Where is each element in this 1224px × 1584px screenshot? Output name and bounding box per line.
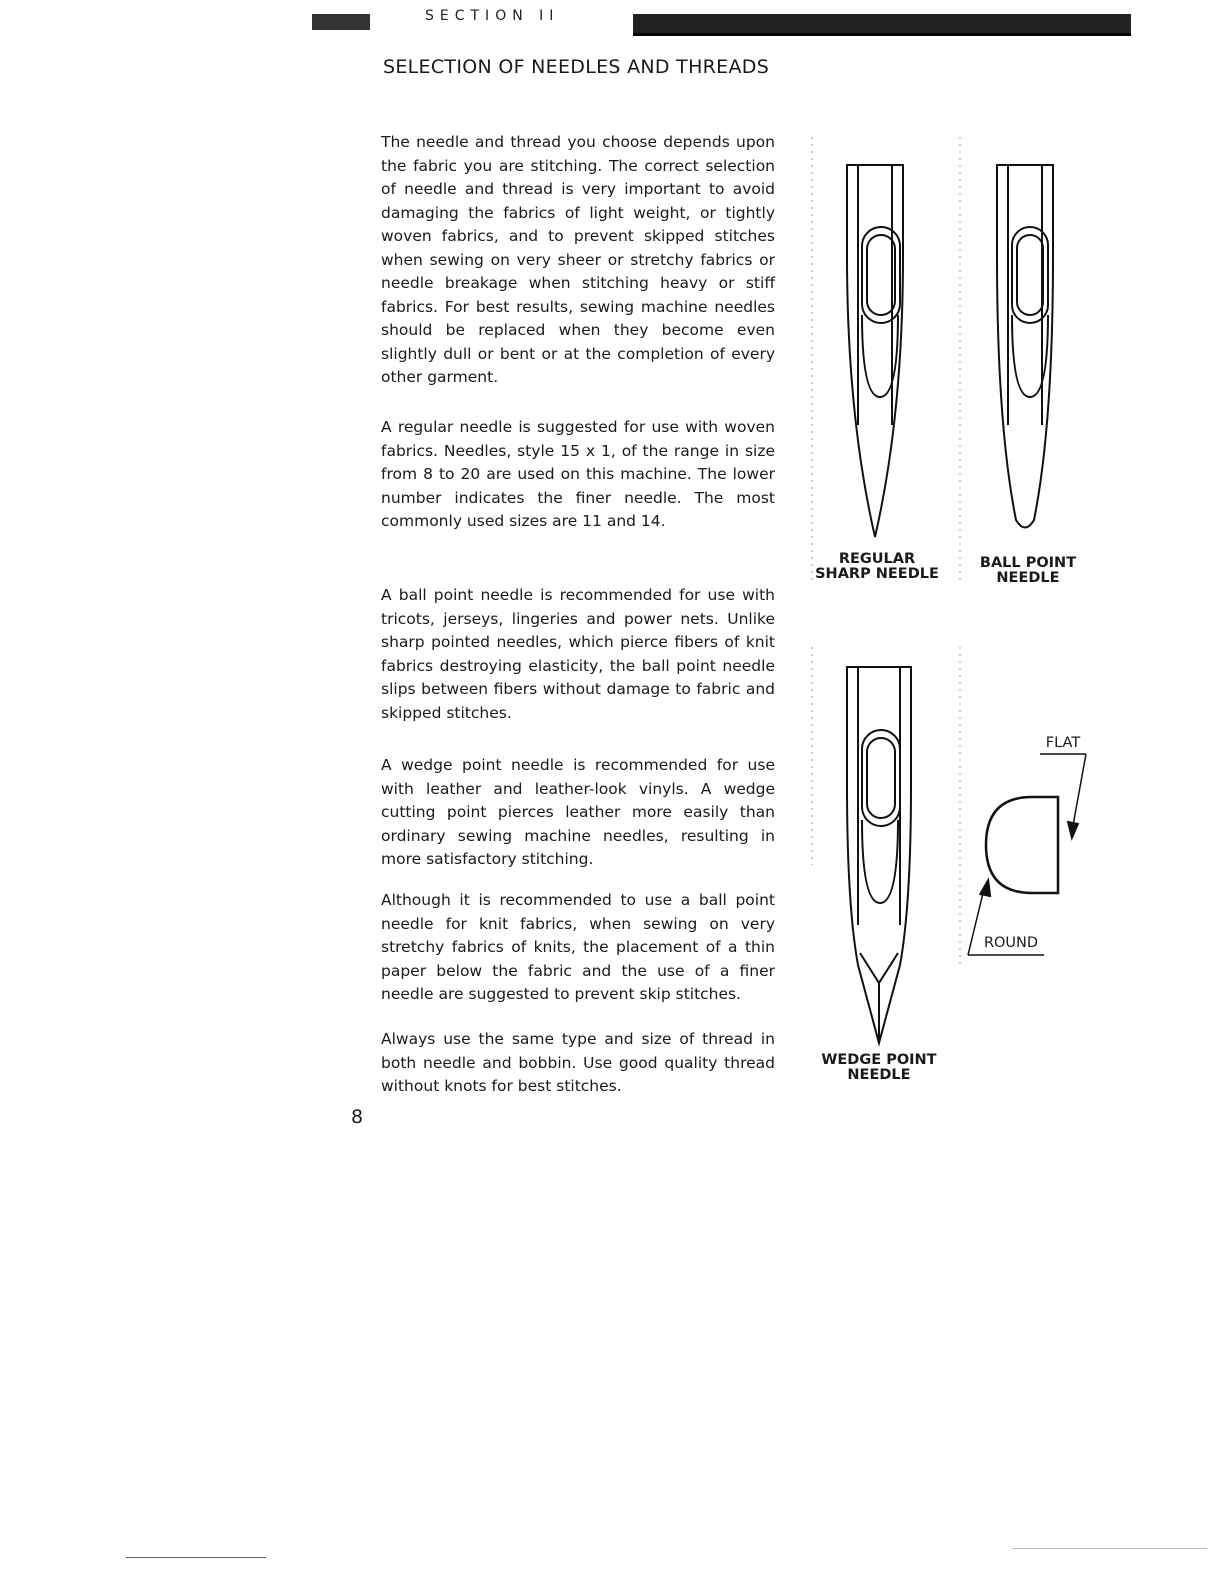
wedge-needle-label-line2: NEEDLE: [847, 1067, 911, 1083]
paragraph-needle-thread-choice: The needle and thread you choose depends upon the fabric you are stitching. The correct selection of needle and thread is very important to avoid damaging the fabrics of light weight, or tightly woven fabrics, and to prevent skipped stitches when sewing on very sheer or stretchy fabrics or needle breakage when stitching heavy or stiff fabrics. For best results, sewing machine needles should be replaced when they become even slightly dull or bent or at the completion of every other garment.: [381, 133, 775, 386]
needle-figures: [800, 125, 1100, 1105]
ball-point-needle-icon: [997, 165, 1053, 528]
regular-needle-label-line1: REGULAR: [838, 551, 916, 567]
bottom-rule-left: [126, 1557, 266, 1558]
paragraph-ball-point-needle: A ball point needle is recommended for use with tricots, jerseys, lingeries and power nets. Unlike sharp pointed needles, which pierce fibers of knit fabrics destroying elasticity, the ball point needle slips between fibers without damage to fabric and skipped stitches.: [381, 586, 775, 722]
wedge-needle-label-line1: WEDGE POINT: [821, 1052, 937, 1068]
bottom-rule-right: [1012, 1548, 1207, 1549]
paragraph-wedge-point-needle: A wedge point needle is recommended for use with leather and leather-look vinyls. A wedge cutting point pierces leather more easily than ordinary sewing machine needles, resulting in more satisfactory stitching.: [381, 756, 775, 868]
page-number: 8: [351, 1106, 364, 1128]
round-label: ROUND: [983, 935, 1039, 951]
wedge-needle-label: [810, 1053, 948, 1083]
section-heading-stub: SECTION II: [425, 8, 560, 24]
ball-needle-label-line1: BALL POINT: [979, 555, 1077, 571]
paragraph-knit-fabrics: Although it is recommended to use a ball point needle for knit fabrics, when sewing on very stretchy fabrics of knits, the placement of a thin paper below the fabric and the use of a finer needle are suggested to prevent skip stitches.: [381, 891, 775, 1003]
regular-sharp-needle-icon: [847, 165, 903, 537]
paragraph-regular-needle: A regular needle is suggested for use with woven fabrics. Needles, style 15 x 1, of the range in size from 8 to 20 are used on this machine. The lower number indicates the finer needle. The most commonly used sizes are 11 and 14.: [381, 418, 775, 530]
paragraph-thread-advice: Always use the same type and size of thread in both needle and bobbin. Use good quality thread without knots for best stitches.: [381, 1030, 775, 1095]
needle-diagram: [800, 125, 1100, 1105]
needle-cross-section-icon: [968, 754, 1086, 955]
ball-needle-label-line2: NEEDLE: [996, 570, 1060, 586]
header-left-mark: [312, 14, 370, 30]
header-banner: [633, 14, 1131, 36]
regular-needle-label: [802, 552, 952, 582]
ball-needle-label: [964, 556, 1092, 586]
flat-label: FLAT: [1045, 735, 1081, 751]
regular-needle-label-line2: SHARP NEEDLE: [815, 566, 939, 582]
wedge-point-needle-icon: [847, 667, 911, 1043]
page-title: SELECTION OF NEEDLES AND THREADS: [383, 56, 770, 78]
